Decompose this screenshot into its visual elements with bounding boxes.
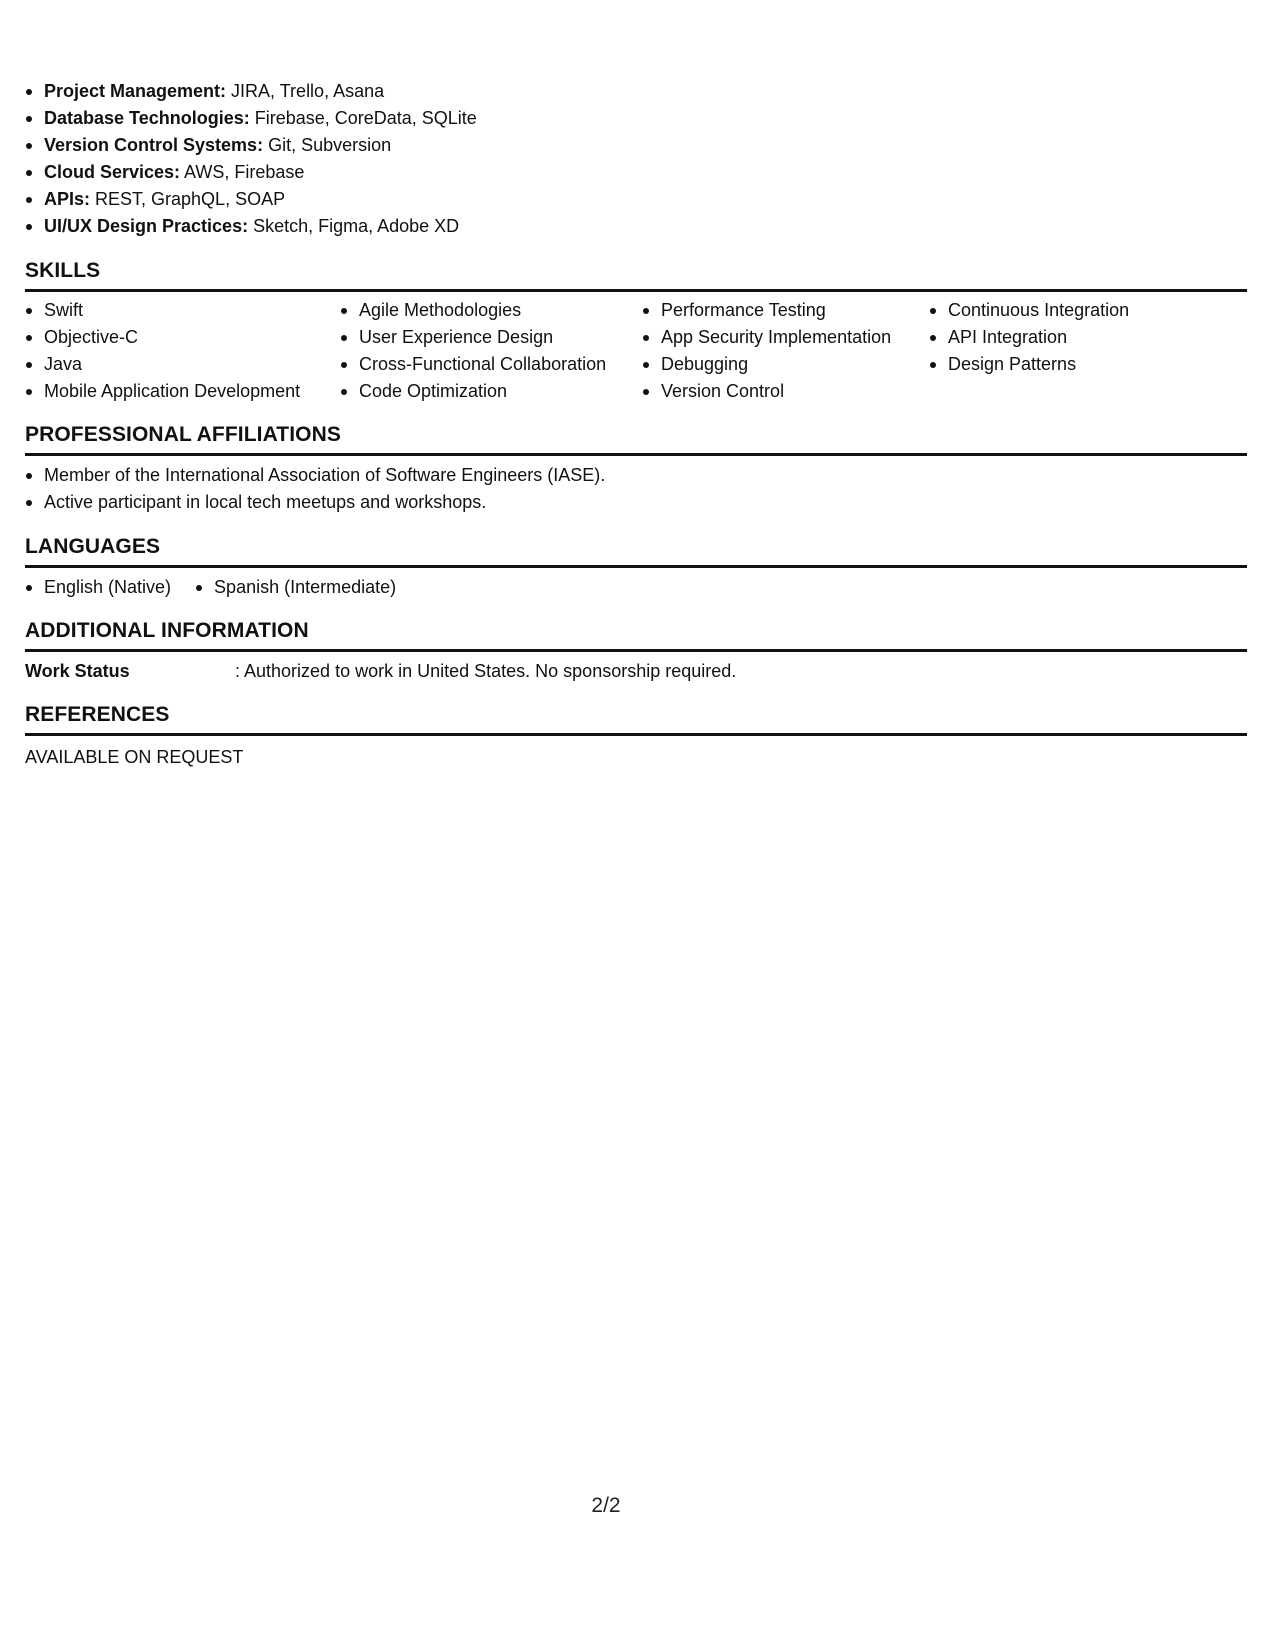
skill-item: Continuous Integration bbox=[929, 297, 1229, 324]
languages-list bbox=[25, 574, 1247, 601]
page-number: 2/2 bbox=[591, 1494, 621, 1517]
skills-column-1 bbox=[25, 297, 340, 405]
skill-item: Swift bbox=[25, 297, 340, 324]
item-value: Firebase, CoreData, SQLite bbox=[249, 108, 477, 128]
references-section bbox=[25, 702, 1247, 771]
item-label: Database Technologies: bbox=[44, 108, 250, 128]
references-text: AVAILABLE ON REQUEST bbox=[25, 747, 244, 767]
additional-information-heading: ADDITIONAL INFORMATION bbox=[25, 619, 309, 642]
skill-item: Objective-C bbox=[25, 324, 340, 351]
skills-column-2 bbox=[340, 297, 642, 405]
work-status-label: Work Status bbox=[25, 661, 130, 681]
work-status-value: : Authorized to work in United States. No sponsorship required. bbox=[235, 661, 737, 681]
section-divider bbox=[25, 289, 1247, 292]
skill-item: User Experience Design bbox=[340, 324, 642, 351]
section-divider bbox=[25, 733, 1247, 736]
references-heading: REFERENCES bbox=[25, 703, 170, 726]
language-item: English (Native) bbox=[25, 574, 171, 601]
skill-item: Code Optimization bbox=[340, 378, 642, 405]
additional-information-section bbox=[25, 618, 1247, 685]
item-value: Sketch, Figma, Adobe XD bbox=[248, 216, 460, 236]
resume-content bbox=[25, 78, 1247, 771]
affiliations-section bbox=[25, 422, 1247, 516]
work-status-row bbox=[25, 658, 1247, 685]
skills-grid bbox=[25, 297, 1247, 405]
item-label: Cloud Services: bbox=[44, 162, 181, 182]
list-item bbox=[25, 132, 1247, 159]
item-value: AWS, Firebase bbox=[180, 162, 305, 182]
item-value: REST, GraphQL, SOAP bbox=[90, 189, 286, 209]
section-divider bbox=[25, 565, 1247, 568]
item-label: Version Control Systems: bbox=[44, 135, 264, 155]
skill-item: App Security Implementation bbox=[642, 324, 929, 351]
languages-section bbox=[25, 534, 1247, 601]
skill-item: Design Patterns bbox=[929, 351, 1229, 378]
skill-item: Cross-Functional Collaboration bbox=[340, 351, 642, 378]
skill-item: API Integration bbox=[929, 324, 1229, 351]
skill-item: Agile Methodologies bbox=[340, 297, 642, 324]
list-item bbox=[25, 78, 1247, 105]
item-value: JIRA, Trello, Asana bbox=[226, 81, 385, 101]
skill-item: Java bbox=[25, 351, 340, 378]
item-label: Project Management: bbox=[44, 81, 227, 101]
skills-heading: SKILLS bbox=[25, 259, 101, 282]
list-item bbox=[25, 105, 1247, 132]
skills-column-3 bbox=[642, 297, 929, 405]
list-item bbox=[25, 186, 1247, 213]
language-item: Spanish (Intermediate) bbox=[195, 574, 396, 601]
affiliations-list bbox=[25, 462, 1247, 516]
skills-section bbox=[25, 258, 1247, 405]
section-divider bbox=[25, 453, 1247, 456]
item-label: APIs: bbox=[44, 189, 91, 209]
languages-heading: LANGUAGES bbox=[25, 535, 161, 558]
skill-item: Mobile Application Development bbox=[25, 378, 340, 405]
technical-tools-list bbox=[25, 78, 1247, 240]
list-item bbox=[25, 159, 1247, 186]
skill-item: Version Control bbox=[642, 378, 929, 405]
item-value: Git, Subversion bbox=[263, 135, 392, 155]
section-divider bbox=[25, 649, 1247, 652]
affiliation-item: Member of the International Association of Software Engineers (IASE). bbox=[25, 462, 1247, 489]
affiliations-heading: PROFESSIONAL AFFILIATIONS bbox=[25, 423, 341, 446]
skills-column-4 bbox=[929, 297, 1229, 405]
affiliation-item: Active participant in local tech meetups and workshops. bbox=[25, 489, 1247, 516]
list-item bbox=[25, 213, 1247, 240]
item-label: UI/UX Design Practices: bbox=[44, 216, 249, 236]
skill-item: Performance Testing bbox=[642, 297, 929, 324]
skill-item: Debugging bbox=[642, 351, 929, 378]
